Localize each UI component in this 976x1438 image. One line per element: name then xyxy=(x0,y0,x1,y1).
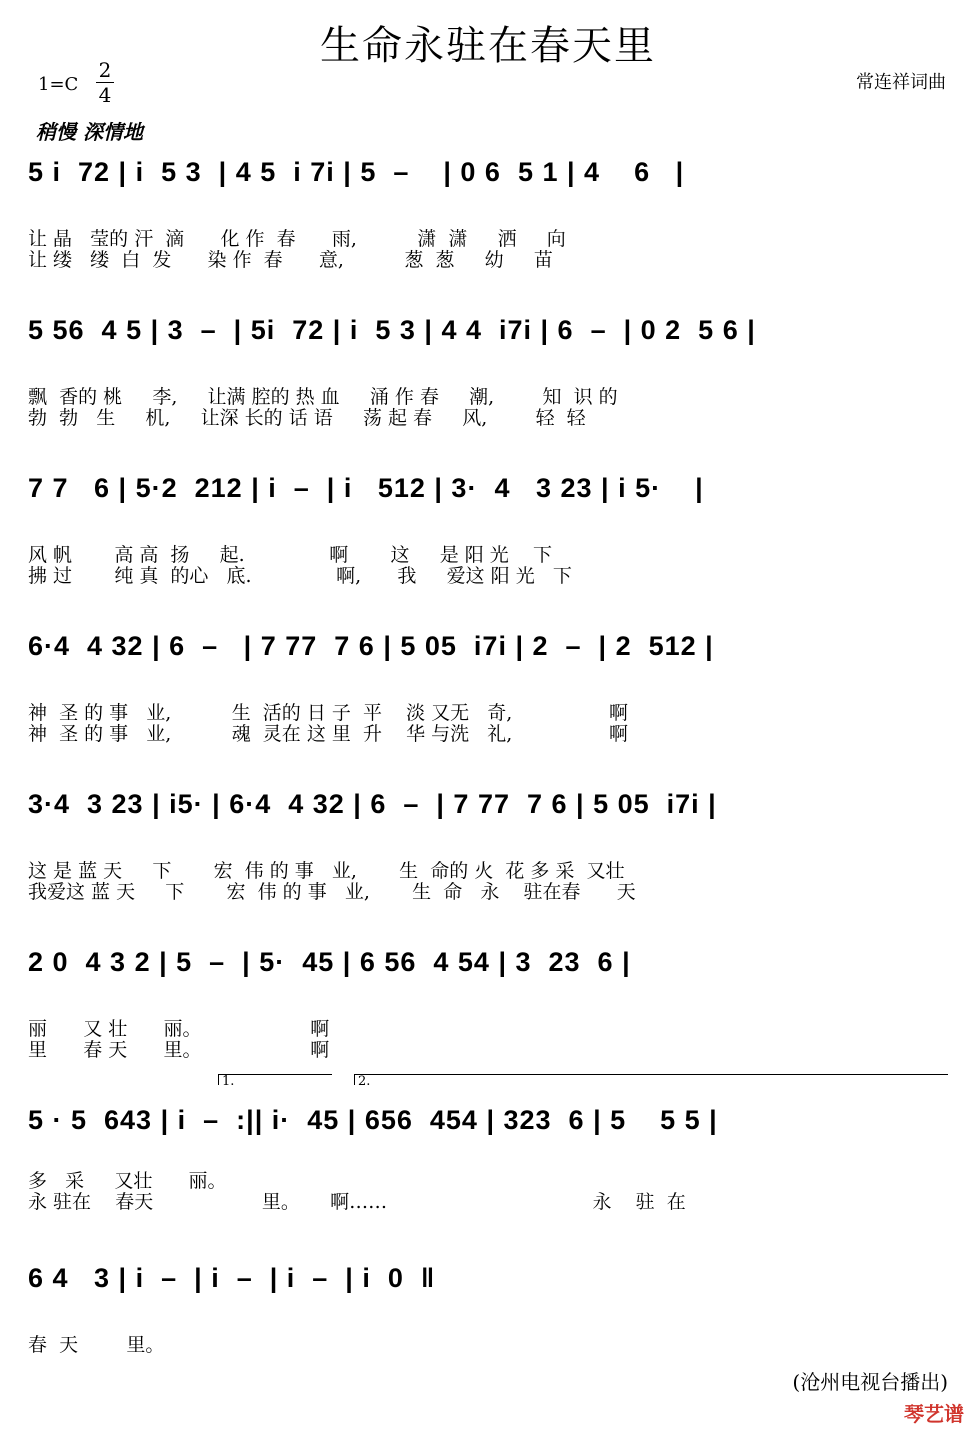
lyric-verse-1: 多 采 又壮 丽。 xyxy=(28,1170,227,1192)
broadcast-credit: (沧州电视台播出) xyxy=(792,1370,948,1394)
lyric-verse-1: 神 圣 的 事 业, 生 活的 日 子 平 淡 又无 奇, 啊 xyxy=(28,702,628,724)
key-signature: 1=C xyxy=(38,74,79,95)
notes-line: 7 7 6 | 5·2 212 | i – | i 512 | 3· 4 3 23 | i 5· | xyxy=(28,473,704,503)
lyric-verse-2: 勃 勃 生 机, 让深 长的 话 语 荡 起 春 风, 轻 轻 xyxy=(28,407,586,429)
notes-line: 2 0 4 3 2 | 5 – | 5· 45 | 6 56 4 54 | 3 23 6 | xyxy=(28,947,631,977)
author-credit: 常连祥词曲 xyxy=(856,72,946,93)
lyric-verse-2: 拂 过 纯 真 的心 底. 啊, 我 爱这 阳 光 下 xyxy=(28,565,572,587)
notes-line: 5 · 5 643 | i – :|| i· 45 | 656 454 | 323 6 | 5 5 5 | xyxy=(28,1105,718,1135)
lyric-verse-2: 神 圣 的 事 业, 魂 灵在 这 里 升 华 与洗 礼, 啊 xyxy=(28,723,628,745)
meter-bottom: 4 xyxy=(98,83,112,107)
lyric-verse-1: 风 帆 高 高 扬 起. 啊 这 是 阳 光 下 xyxy=(28,544,552,566)
notes-line: 6·4 4 32 | 6 – | 7 77 7 6 | 5 05 i7i | 2 – | 2 512 | xyxy=(28,631,714,661)
time-signature xyxy=(92,58,118,107)
tempo-marking: 稍慢 深情地 xyxy=(36,120,143,144)
notes-line: 3·4 3 23 | i5· | 6·4 4 32 | 6 – | 7 77 7 6 | 5 05 i7i | xyxy=(28,789,717,819)
lyric-verse-2: 我爱这 蓝 天 下 宏 伟 的 事 业, 生 命 永 驻在春 天 xyxy=(28,881,636,903)
lyric-verse-2: 里 春 天 里。 啊 xyxy=(28,1039,330,1061)
meter-top: 2 xyxy=(98,58,112,82)
song-title: 生命永驻在春天里 xyxy=(320,23,656,69)
notes-line: 5 56 4 5 | 3 – | 5i 72 | i 5 3 | 4 4 i7i | 6 – | 0 2 5 6 | xyxy=(28,315,756,345)
volta-second-ending: 2. xyxy=(354,1074,948,1085)
lyric-verse-1: 春 天 里。 xyxy=(28,1334,165,1356)
lyric-verse-1: 丽 又 壮 丽。 啊 xyxy=(28,1018,330,1040)
lyric-verse-1: 让 晶 莹的 汗 滴 化 作 春 雨, 潇 潇 洒 向 xyxy=(28,228,566,250)
volta-first-ending: 1. xyxy=(218,1074,332,1085)
notes-line: 6 4 3 | i – | i – | i – | i 0 ‖ xyxy=(28,1263,436,1293)
lyric-verse-1: 这 是 蓝 天 下 宏 伟 的 事 业, 生 命的 火 花 多 采 又壮 xyxy=(28,860,625,882)
lyric-verse-2: 让 缕 缕 白 发 染 作 春 意, 葱 葱 幼 苗 xyxy=(28,249,553,271)
site-logo: 琴艺谱 xyxy=(904,1402,964,1426)
lyric-verse-2: 永 驻在 春天 里。 啊…… 永 驻 在 xyxy=(28,1191,686,1213)
notes-line: 5 i 72 | i 5 3 | 4 5 i 7i | 5 – | 0 6 5 1 | 4 6 | xyxy=(28,157,685,187)
lyric-verse-1: 飘 香的 桃 李, 让满 腔的 热 血 涌 作 春 潮, 知 识 的 xyxy=(28,386,618,408)
